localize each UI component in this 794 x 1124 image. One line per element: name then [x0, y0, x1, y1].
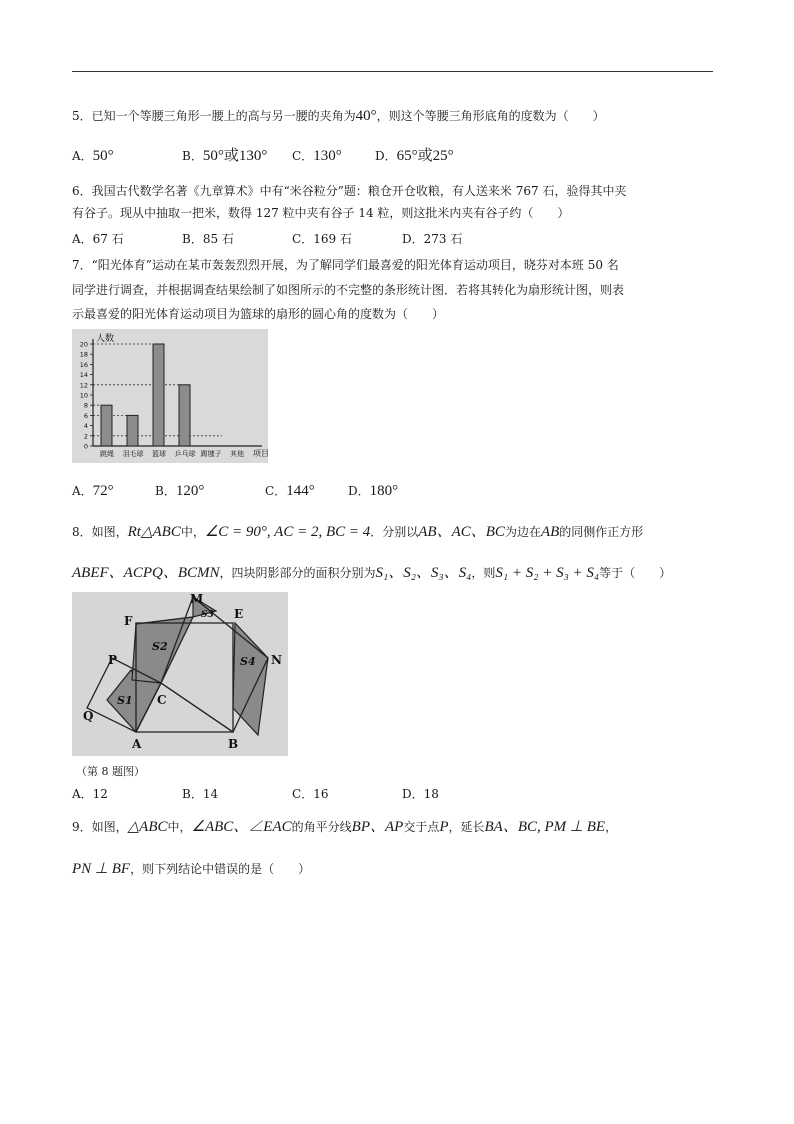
question-6-option-d[interactable]: D．273 石 [402, 232, 463, 246]
label-S4: S4 [240, 655, 256, 668]
question-6-option-a[interactable]: A．67 石 [72, 232, 124, 246]
chart-y-label: 人数 [96, 334, 115, 344]
question-8-option-a[interactable]: A．12 [72, 787, 108, 801]
question-7-line-1: 7．“阳光体育”运动在某市轰轰烈烈开展，为了解同学们最喜爱的阳光体育运动项目，晓芬对本班 50 名 [72, 258, 619, 272]
question-9-line-1: 9．如图，△ABC中，∠ABC、∠EAC的角平分线BP、AP交于点P，延长BA、BC, PM ⊥ BE， [72, 819, 618, 835]
question-6-line-1: 6．我国古代数学名著《九章算术》中有“米谷粒分”题：粮仓开仓收粮，有人送来米 767 石，验得其中夹 [72, 184, 627, 198]
question-7-option-c[interactable]: C．144° [265, 483, 315, 499]
category-label: 篮球 [152, 450, 166, 458]
q9-perpendicular: PN ⊥ BF [72, 861, 131, 877]
y-tick-label: 4 [83, 422, 88, 431]
category-label: 跳绳 [100, 450, 114, 458]
square-figure-svg [72, 592, 288, 756]
question-6-line-2: 有谷子。现从中抽取一把米，数得 127 粒中夹有谷子 14 粒，则这批米内夹有谷子约（ ） [72, 206, 570, 220]
header-rule [72, 71, 713, 72]
label-E: E [234, 607, 244, 621]
label-N: N [271, 653, 282, 667]
question-8-figure-caption: （第 8 题图） [76, 765, 145, 778]
question-5-stem [72, 108, 605, 124]
category-label: 乒乓球 [174, 450, 196, 458]
question-8-figure [72, 592, 288, 756]
q8-area-sum: S₁ + S₂ + S₃ + S₄ [495, 565, 600, 581]
y-tick-label: 12 [79, 381, 88, 390]
question-6-option-c[interactable]: C．169 石 [292, 232, 352, 246]
q9-triangle: △ABC [127, 819, 168, 835]
label-P: P [108, 653, 118, 667]
y-tick-label: 8 [83, 401, 88, 410]
label-S1: S1 [117, 694, 133, 707]
question-8-line-2: ABEF、ACPQ、BCMN，四块阴影部分的面积分别为S₁、S₂、S₃、S₄，则S₁ + S₂ + S₃ + S₄等于（ ） [72, 565, 672, 581]
label-S3: S3 [201, 610, 214, 620]
question-5-option-a[interactable]: A．50° [72, 148, 114, 164]
bar-乒乓球 [179, 385, 190, 446]
question-7-option-b[interactable]: B．120° [155, 483, 205, 499]
label-F: F [124, 614, 133, 628]
question-5-option-c[interactable]: C．130° [292, 148, 342, 164]
bar-chart-svg [72, 329, 268, 463]
y-tick-label: 14 [79, 371, 88, 380]
question-8-option-b[interactable]: B．14 [182, 787, 219, 801]
category-label: 踢毽子 [200, 450, 222, 458]
question-7-option-d[interactable]: D．180° [348, 483, 399, 499]
y-tick-label: 0 [83, 442, 88, 451]
y-tick-label: 16 [79, 360, 88, 369]
chart-x-label: 项目 [253, 449, 268, 458]
question-5-option-d[interactable]: D．65°或25° [375, 148, 454, 164]
y-tick-label: 6 [83, 411, 88, 420]
label-B: B [228, 737, 239, 751]
question-8-option-d[interactable]: D．18 [402, 787, 439, 801]
question-8-option-c[interactable]: C．16 [292, 787, 329, 801]
question-7-line-2: 同学进行调查，并根据调查结果绘制了如图所示的不完整的条形统计图．若将其转化为扇形统计图，则表 [72, 283, 625, 297]
q8-triangle: Rt△ABC [127, 524, 181, 540]
question-5-option-b[interactable]: B．50°或130° [182, 148, 268, 164]
bar-篮球 [153, 344, 164, 446]
question-8-line-1: 8．如图，Rt△ABC中，∠C = 90°, AC = 2, BC = 4．分别以AB、AC、BC为边在AB的同侧作正方形 [72, 524, 644, 540]
q8-conditions: ∠C = 90°, AC = 2, BC = 4 [204, 524, 371, 540]
y-tick-label: 2 [83, 432, 88, 441]
label-A: A [132, 737, 142, 751]
label-S2: S2 [152, 640, 168, 653]
y-tick-label: 20 [79, 340, 88, 349]
y-tick-label: 10 [79, 391, 88, 400]
question-6-option-b[interactable]: B．85 石 [182, 232, 234, 246]
label-C: C [157, 693, 167, 707]
label-Q: Q [83, 709, 94, 723]
question-5-angle: 40° [355, 108, 377, 124]
category-label: 羽毛球 [122, 450, 144, 458]
label-M: M [190, 592, 204, 606]
question-7-line-3: 示最喜爱的阳光体育运动项目为篮球的扇形的圆心角的度数为（ ） [72, 307, 445, 321]
bar-跳绳 [101, 405, 112, 446]
question-5-text-a: 5．已知一个等腰三角形一腰上的高与另一腰的夹角为 [72, 109, 356, 123]
bar-羽毛球 [127, 415, 138, 446]
question-5-text-b: ，则这个等腰三角形底角的度数为（ ） [376, 109, 605, 123]
q8-squares: ABEF、ACPQ、BCMN [72, 565, 220, 581]
y-tick-label: 18 [79, 350, 88, 359]
question-9-line-2: PN ⊥ BF，则下列结论中错误的是（ ） [72, 861, 311, 877]
question-7-bar-chart [72, 329, 268, 463]
category-label: 其他 [230, 450, 244, 458]
question-7-option-a[interactable]: A．72° [72, 483, 114, 499]
